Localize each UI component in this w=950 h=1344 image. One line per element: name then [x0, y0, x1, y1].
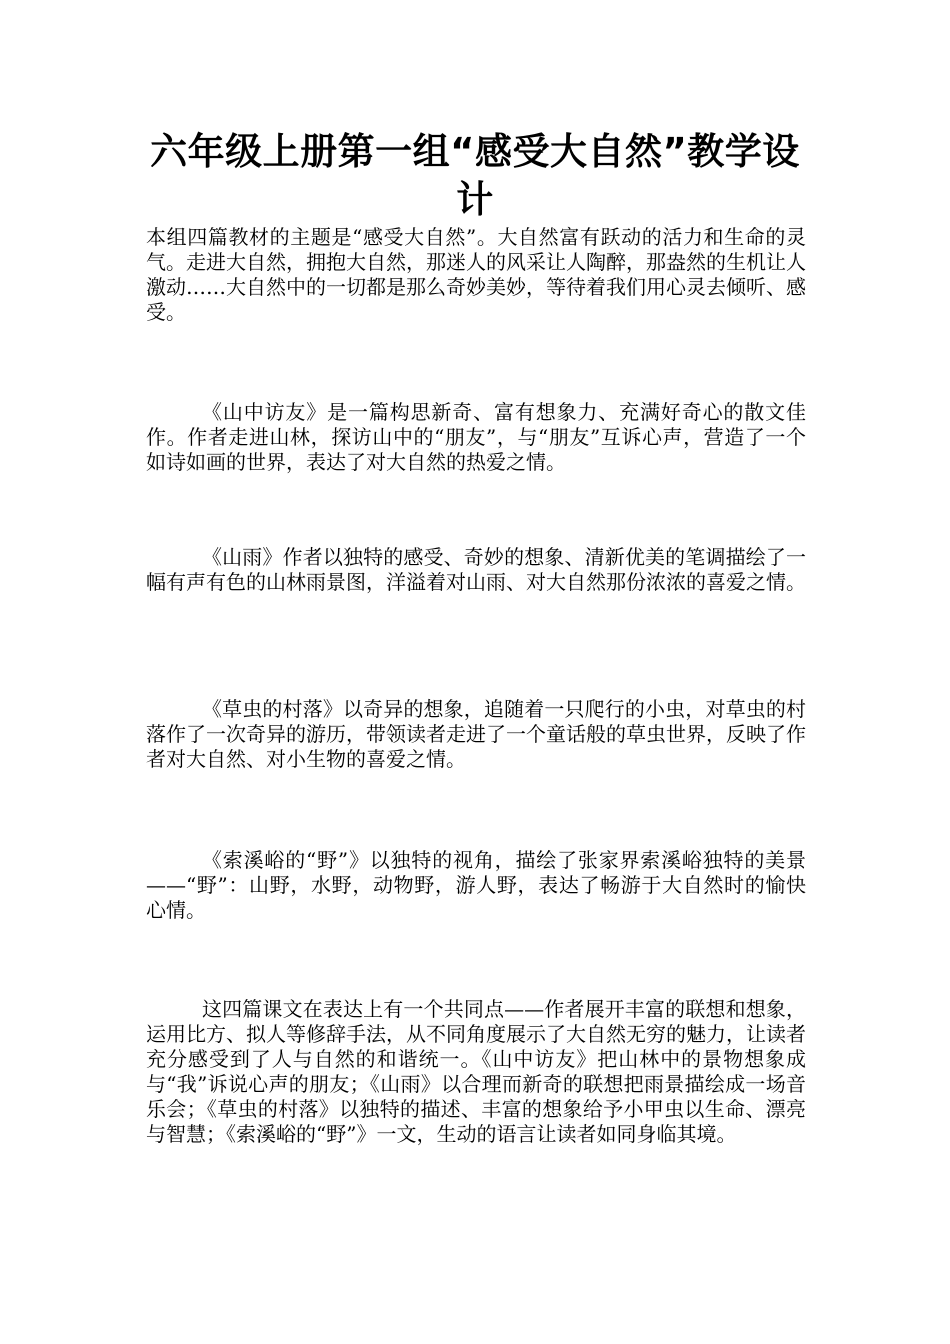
paragraph-shan-zhong-fang-you: 《山中访友》是一篇构思新奇、富有想象力、充满好奇心的散文佳作。作者走进山林，探访山中的“朋友”，与“朋友”互诉心声，营造了一个如诗如画的世界，表达了对大自然的热爱之情。 — [146, 400, 806, 474]
intro-paragraph: 本组四篇教材的主题是“感受大自然”。大自然富有跃动的活力和生命的灵气。走进大自然，拥抱大自然，那迷人的风采让人陶醉，那盎然的生机让人激动……大自然中的一切都是那么奇妙美妙，等待着我们用心灵去倾听、感受。 — [146, 225, 806, 324]
summary-paragraph: 这四篇课文在表达上有一个共同点——作者展开丰富的联想和想象，运用比方、拟人等修辞手法，从不同角度展示了大自然无穷的魅力，让读者充分感受到了人与自然的和谐统一。《山中访友》把山林中的景物想象成与“我”诉说心声的朋友；《山雨》以合理而新奇的联想把雨景描绘成一场音乐会；《草虫的村落》以独特的描述、丰富的想象给予小甲虫以生命、漂亮与智慧；《索溪峪的“野”》一文，生动的语言让读者如同身临其境。 — [146, 997, 806, 1146]
document-title: 六年级上册第一组“感受大自然”教学设计 — [150, 130, 800, 221]
paragraph-cao-chong-de-cun-luo: 《草虫的村落》以奇异的想象，追随着一只爬行的小虫，对草虫的村落作了一次奇异的游历，带领读者走进了一个童话般的草虫世界，反映了作者对大自然、对小生物的喜爱之情。 — [146, 697, 806, 771]
paragraph-suo-xi-yu: 《索溪峪的“野”》以独特的视角，描绘了张家界索溪峪独特的美景——“野”：山野，水野，动物野，游人野，表达了畅游于大自然时的愉快心情。 — [146, 848, 806, 922]
paragraph-shan-yu: 《山雨》作者以独特的感受、奇妙的想象、清新优美的笔调描绘了一幅有声有色的山林雨景图，洋溢着对山雨、对大自然那份浓浓的喜爱之情。 — [146, 545, 806, 594]
